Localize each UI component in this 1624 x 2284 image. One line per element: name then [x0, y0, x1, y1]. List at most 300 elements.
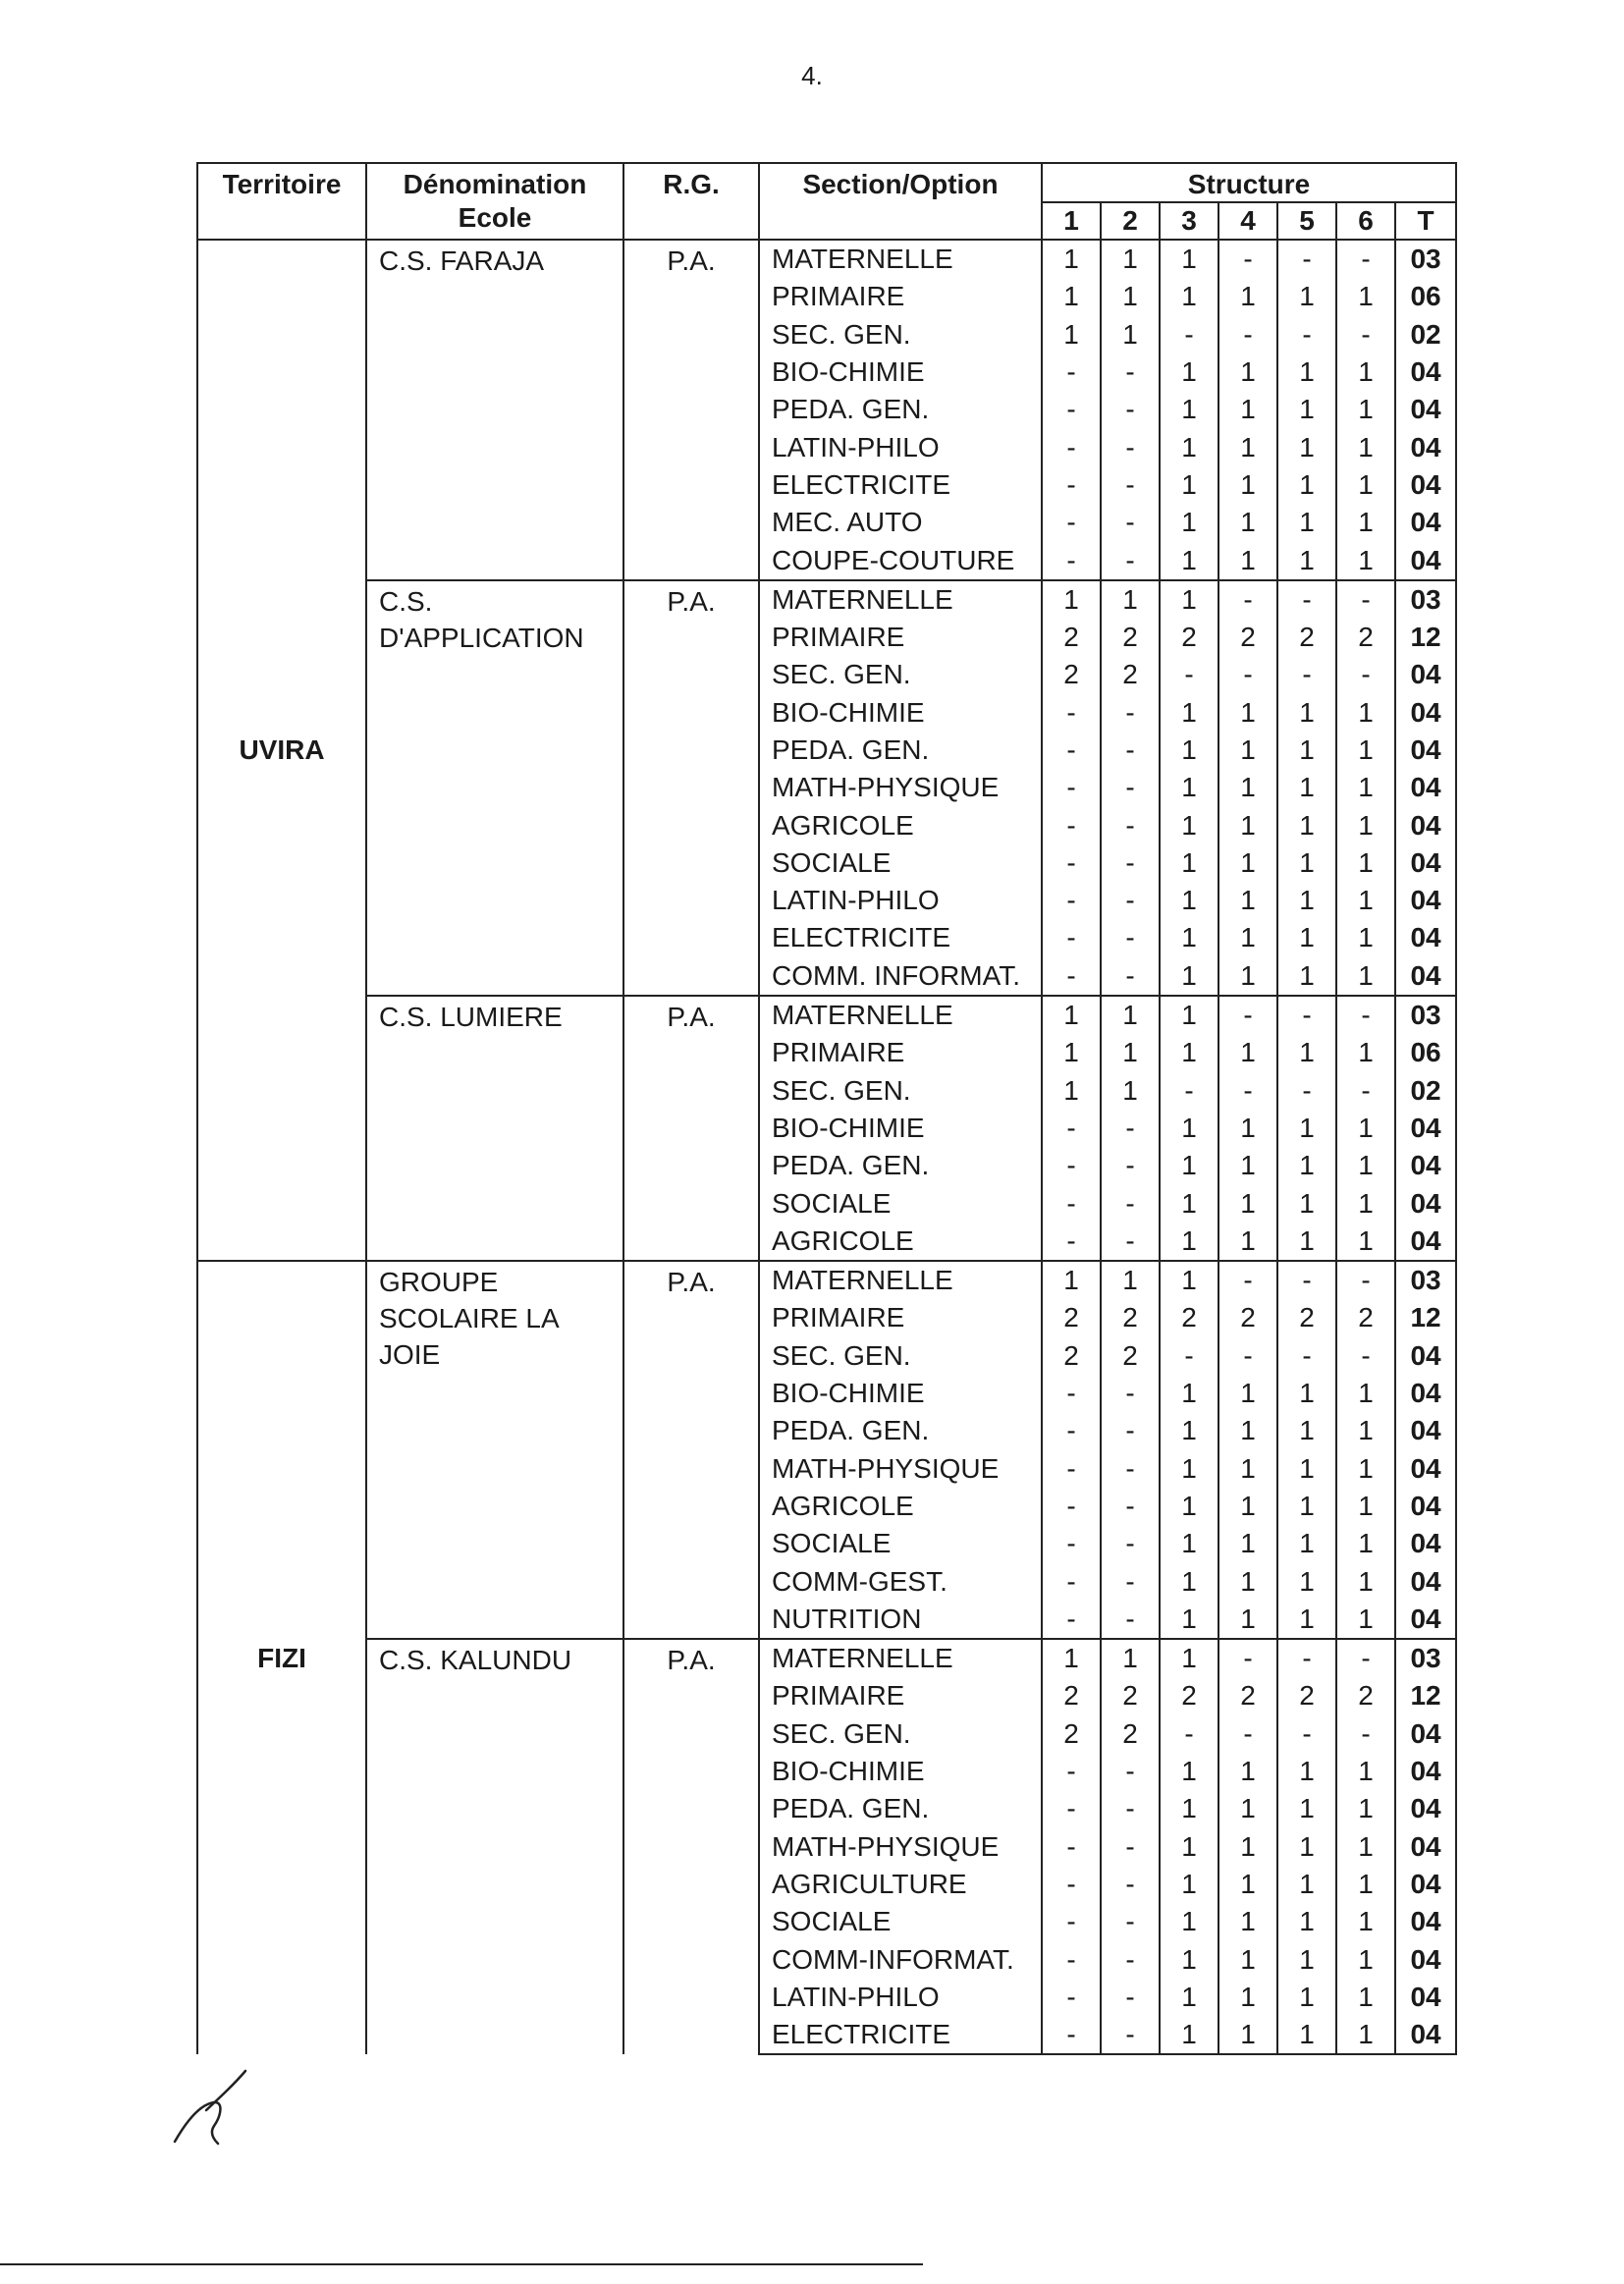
structure-cell-1: - — [1042, 504, 1101, 541]
structure-cell-1: - — [1042, 1940, 1101, 1978]
structure-total-cell: 04 — [1395, 1488, 1456, 1525]
structure-cell-3: 1 — [1160, 1639, 1218, 1677]
section-option-cell: ELECTRICITE — [759, 2016, 1042, 2054]
structure-cell-3: - — [1160, 316, 1218, 353]
structure-total-cell: 04 — [1395, 1337, 1456, 1375]
structure-cell-2: - — [1101, 1601, 1160, 1639]
structure-cell-6: 1 — [1336, 1940, 1395, 1978]
structure-cell-1: - — [1042, 1147, 1101, 1184]
structure-cell-2: - — [1101, 957, 1160, 996]
section-option-cell: ELECTRICITE — [759, 919, 1042, 956]
structure-cell-2: - — [1101, 391, 1160, 428]
structure-cell-3: 1 — [1160, 353, 1218, 391]
structure-cell-1: - — [1042, 957, 1101, 996]
structure-cell-1: - — [1042, 769, 1101, 806]
structure-cell-5: 1 — [1277, 919, 1336, 956]
structure-cell-3: 1 — [1160, 504, 1218, 541]
structure-cell-6: - — [1336, 1072, 1395, 1110]
structure-cell-1: - — [1042, 1223, 1101, 1261]
structure-cell-6: 1 — [1336, 353, 1395, 391]
section-option-cell: PRIMAIRE — [759, 1299, 1042, 1336]
structure-cell-5: 1 — [1277, 1412, 1336, 1449]
structure-cell-1: - — [1042, 732, 1101, 769]
structure-cell-4: 1 — [1218, 1110, 1277, 1147]
section-option-cell: AGRICOLE — [759, 806, 1042, 843]
structure-cell-4: 1 — [1218, 466, 1277, 504]
structure-cell-1: 1 — [1042, 278, 1101, 315]
structure-cell-3: 1 — [1160, 1488, 1218, 1525]
structure-total-cell: 03 — [1395, 1639, 1456, 1677]
section-option-cell: PEDA. GEN. — [759, 1790, 1042, 1827]
section-option-cell: COMM-INFORMAT. — [759, 1940, 1042, 1978]
structure-cell-2: 2 — [1101, 1715, 1160, 1753]
structure-total-cell: 04 — [1395, 541, 1456, 579]
structure-cell-1: - — [1042, 1110, 1101, 1147]
structure-cell-3: 1 — [1160, 1866, 1218, 1903]
structure-cell-5: 1 — [1277, 541, 1336, 579]
structure-total-cell: 12 — [1395, 1677, 1456, 1714]
structure-cell-1: - — [1042, 1525, 1101, 1562]
structure-cell-4: 1 — [1218, 1034, 1277, 1071]
structure-cell-5: 1 — [1277, 1034, 1336, 1071]
structure-cell-2: - — [1101, 882, 1160, 919]
structure-cell-4: 1 — [1218, 1412, 1277, 1449]
structure-cell-3: 1 — [1160, 1110, 1218, 1147]
structure-cell-6: 1 — [1336, 504, 1395, 541]
structure-cell-5: 1 — [1277, 1110, 1336, 1147]
structure-cell-1: 1 — [1042, 1034, 1101, 1071]
structure-cell-1: - — [1042, 1412, 1101, 1449]
section-option-cell: PRIMAIRE — [759, 619, 1042, 656]
structure-cell-3: 1 — [1160, 580, 1218, 619]
structure-cell-5: 1 — [1277, 1450, 1336, 1488]
structure-cell-3: 1 — [1160, 957, 1218, 996]
structure-cell-2: - — [1101, 1223, 1160, 1261]
structure-cell-5: 1 — [1277, 353, 1336, 391]
structure-cell-5: - — [1277, 1337, 1336, 1375]
structure-cell-2: - — [1101, 1412, 1160, 1449]
structure-cell-3: 1 — [1160, 1790, 1218, 1827]
structure-cell-6: 1 — [1336, 957, 1395, 996]
table-header — [197, 163, 1456, 240]
structure-cell-1: 2 — [1042, 1677, 1101, 1714]
structure-cell-6: 1 — [1336, 1827, 1395, 1865]
structure-cell-6: 1 — [1336, 1450, 1395, 1488]
structure-cell-6: 2 — [1336, 1677, 1395, 1714]
rg-cell: P.A. — [623, 1261, 759, 1639]
structure-cell-5: 1 — [1277, 1866, 1336, 1903]
structure-cell-6: - — [1336, 656, 1395, 693]
structure-cell-3: 2 — [1160, 619, 1218, 656]
structure-cell-4: - — [1218, 1715, 1277, 1753]
structure-total-cell: 04 — [1395, 806, 1456, 843]
structure-total-cell: 04 — [1395, 1715, 1456, 1753]
section-option-cell: AGRICULTURE — [759, 1866, 1042, 1903]
structure-cell-3: 1 — [1160, 541, 1218, 579]
structure-cell-3: 1 — [1160, 2016, 1218, 2054]
section-option-cell: PRIMAIRE — [759, 1034, 1042, 1071]
footer-rule — [0, 2263, 923, 2265]
structure-cell-6: - — [1336, 1337, 1395, 1375]
structure-cell-1: 2 — [1042, 656, 1101, 693]
structure-cell-2: 1 — [1101, 278, 1160, 315]
structure-cell-5: 1 — [1277, 844, 1336, 882]
structure-cell-4: 1 — [1218, 504, 1277, 541]
structure-cell-5: 1 — [1277, 1827, 1336, 1865]
structure-total-cell: 02 — [1395, 1072, 1456, 1110]
structure-cell-4: 1 — [1218, 1147, 1277, 1184]
structure-cell-4: 1 — [1218, 1375, 1277, 1412]
structure-total-cell: 04 — [1395, 957, 1456, 996]
structure-cell-2: - — [1101, 541, 1160, 579]
structure-cell-4: 1 — [1218, 278, 1277, 315]
structure-cell-5: 1 — [1277, 1562, 1336, 1600]
structure-cell-5: 1 — [1277, 694, 1336, 732]
structure-cell-6: - — [1336, 1715, 1395, 1753]
structure-cell-1: - — [1042, 353, 1101, 391]
structure-cell-5: 1 — [1277, 466, 1336, 504]
structure-cell-6: 1 — [1336, 1375, 1395, 1412]
table-row — [197, 1261, 1456, 1299]
schools-structure-table — [196, 162, 1457, 2055]
structure-cell-6: 1 — [1336, 278, 1395, 315]
school-name-cell: C.S. KALUNDU — [366, 1639, 623, 2054]
header-territoire: Territoire — [197, 163, 366, 240]
structure-cell-2: - — [1101, 1488, 1160, 1525]
structure-cell-6: 1 — [1336, 391, 1395, 428]
structure-cell-5: 1 — [1277, 1940, 1336, 1978]
structure-total-cell: 03 — [1395, 240, 1456, 278]
structure-cell-6: 1 — [1336, 1223, 1395, 1261]
structure-cell-4: 1 — [1218, 769, 1277, 806]
structure-total-cell: 03 — [1395, 1261, 1456, 1299]
structure-cell-4: 1 — [1218, 1223, 1277, 1261]
structure-cell-3: 1 — [1160, 466, 1218, 504]
structure-cell-4: 1 — [1218, 1184, 1277, 1222]
structure-cell-1: - — [1042, 391, 1101, 428]
structure-total-cell: 04 — [1395, 391, 1456, 428]
structure-cell-2: - — [1101, 1450, 1160, 1488]
structure-cell-4: 1 — [1218, 1488, 1277, 1525]
structure-cell-6: 1 — [1336, 694, 1395, 732]
section-option-cell: MEC. AUTO — [759, 504, 1042, 541]
structure-cell-5: 1 — [1277, 1601, 1336, 1639]
structure-total-cell: 04 — [1395, 732, 1456, 769]
structure-cell-2: - — [1101, 732, 1160, 769]
section-option-cell: PEDA. GEN. — [759, 1147, 1042, 1184]
structure-cell-5: 1 — [1277, 1488, 1336, 1525]
structure-cell-4: - — [1218, 1072, 1277, 1110]
structure-cell-1: - — [1042, 428, 1101, 465]
structure-cell-2: - — [1101, 694, 1160, 732]
structure-cell-5: 1 — [1277, 1184, 1336, 1222]
header-col-total: T — [1395, 202, 1456, 240]
structure-total-cell: 04 — [1395, 1223, 1456, 1261]
structure-total-cell: 03 — [1395, 996, 1456, 1034]
header-col-1: 1 — [1042, 202, 1101, 240]
header-section: Section/Option — [759, 163, 1042, 240]
structure-cell-5: 1 — [1277, 278, 1336, 315]
rg-cell: P.A. — [623, 240, 759, 580]
structure-cell-4: 1 — [1218, 2016, 1277, 2054]
section-option-cell: BIO-CHIMIE — [759, 1753, 1042, 1790]
structure-cell-2: 2 — [1101, 656, 1160, 693]
structure-total-cell: 04 — [1395, 1979, 1456, 2016]
structure-cell-4: 1 — [1218, 1940, 1277, 1978]
section-option-cell: SEC. GEN. — [759, 656, 1042, 693]
structure-cell-1: 2 — [1042, 1715, 1101, 1753]
structure-cell-6: - — [1336, 1261, 1395, 1299]
table-row — [197, 996, 1456, 1034]
structure-cell-2: 2 — [1101, 1337, 1160, 1375]
section-option-cell: COUPE-COUTURE — [759, 541, 1042, 579]
structure-total-cell: 12 — [1395, 619, 1456, 656]
section-option-cell: MATH-PHYSIQUE — [759, 769, 1042, 806]
structure-cell-6: 1 — [1336, 1412, 1395, 1449]
table-body — [197, 240, 1456, 2054]
structure-cell-5: 2 — [1277, 1677, 1336, 1714]
header-denomination: Dénomination Ecole — [366, 163, 623, 240]
structure-cell-5: 2 — [1277, 619, 1336, 656]
structure-cell-3: - — [1160, 1337, 1218, 1375]
structure-cell-5: - — [1277, 316, 1336, 353]
structure-cell-6: 1 — [1336, 882, 1395, 919]
structure-cell-6: 1 — [1336, 1753, 1395, 1790]
structure-cell-2: - — [1101, 353, 1160, 391]
structure-cell-2: - — [1101, 504, 1160, 541]
structure-cell-3: - — [1160, 1715, 1218, 1753]
structure-total-cell: 06 — [1395, 278, 1456, 315]
structure-cell-1: - — [1042, 1903, 1101, 1940]
structure-cell-5: - — [1277, 656, 1336, 693]
structure-cell-2: - — [1101, 1979, 1160, 2016]
structure-total-cell: 04 — [1395, 1790, 1456, 1827]
structure-cell-6: 1 — [1336, 428, 1395, 465]
structure-cell-4: 1 — [1218, 1866, 1277, 1903]
structure-cell-2: 1 — [1101, 1261, 1160, 1299]
section-option-cell: SOCIALE — [759, 1184, 1042, 1222]
structure-cell-5: - — [1277, 240, 1336, 278]
structure-total-cell: 04 — [1395, 919, 1456, 956]
structure-cell-1: - — [1042, 844, 1101, 882]
structure-cell-2: 1 — [1101, 996, 1160, 1034]
structure-cell-3: 1 — [1160, 1562, 1218, 1600]
structure-cell-1: - — [1042, 1827, 1101, 1865]
structure-cell-4: 1 — [1218, 1979, 1277, 2016]
structure-cell-1: 1 — [1042, 580, 1101, 619]
structure-cell-3: 2 — [1160, 1299, 1218, 1336]
structure-cell-1: 1 — [1042, 1072, 1101, 1110]
section-option-cell: PEDA. GEN. — [759, 391, 1042, 428]
section-option-cell: SEC. GEN. — [759, 316, 1042, 353]
structure-cell-5: 1 — [1277, 806, 1336, 843]
structure-cell-4: 1 — [1218, 541, 1277, 579]
structure-cell-2: - — [1101, 806, 1160, 843]
structure-cell-3: 1 — [1160, 278, 1218, 315]
section-option-cell: MATH-PHYSIQUE — [759, 1827, 1042, 1865]
structure-cell-4: - — [1218, 996, 1277, 1034]
structure-total-cell: 12 — [1395, 1299, 1456, 1336]
table-row — [197, 1639, 1456, 1677]
territoire-cell: UVIRA — [197, 240, 366, 1261]
structure-cell-1: - — [1042, 541, 1101, 579]
structure-cell-5: - — [1277, 1639, 1336, 1677]
structure-cell-5: 1 — [1277, 1375, 1336, 1412]
structure-cell-1: - — [1042, 2016, 1101, 2054]
structure-cell-3: - — [1160, 656, 1218, 693]
school-name-cell: C.S. FARAJA — [366, 240, 623, 580]
structure-cell-6: 1 — [1336, 1110, 1395, 1147]
structure-cell-5: 2 — [1277, 1299, 1336, 1336]
structure-cell-3: 1 — [1160, 844, 1218, 882]
structure-total-cell: 04 — [1395, 2016, 1456, 2054]
structure-cell-6: 1 — [1336, 1488, 1395, 1525]
structure-cell-3: 1 — [1160, 882, 1218, 919]
structure-cell-1: - — [1042, 1562, 1101, 1600]
structure-cell-1: - — [1042, 694, 1101, 732]
structure-cell-5: - — [1277, 580, 1336, 619]
rg-cell: P.A. — [623, 1639, 759, 2054]
structure-cell-5: - — [1277, 996, 1336, 1034]
structure-total-cell: 04 — [1395, 504, 1456, 541]
structure-cell-6: 1 — [1336, 919, 1395, 956]
structure-cell-5: - — [1277, 1715, 1336, 1753]
section-option-cell: PRIMAIRE — [759, 278, 1042, 315]
structure-cell-6: 2 — [1336, 619, 1395, 656]
structure-cell-5: 1 — [1277, 732, 1336, 769]
header-col-3: 3 — [1160, 202, 1218, 240]
structure-cell-1: 1 — [1042, 240, 1101, 278]
section-option-cell: BIO-CHIMIE — [759, 694, 1042, 732]
structure-cell-2: - — [1101, 1375, 1160, 1412]
structure-cell-4: - — [1218, 316, 1277, 353]
structure-cell-3: 1 — [1160, 1375, 1218, 1412]
structure-cell-2: - — [1101, 1184, 1160, 1222]
structure-cell-4: 1 — [1218, 428, 1277, 465]
structure-cell-1: - — [1042, 1979, 1101, 2016]
structure-cell-5: 1 — [1277, 1753, 1336, 1790]
school-name-cell: GROUPE SCOLAIRE LA JOIE — [366, 1261, 623, 1639]
structure-cell-1: 1 — [1042, 996, 1101, 1034]
structure-total-cell: 02 — [1395, 316, 1456, 353]
structure-cell-5: 1 — [1277, 1790, 1336, 1827]
section-option-cell: PRIMAIRE — [759, 1677, 1042, 1714]
structure-cell-6: 1 — [1336, 1562, 1395, 1600]
structure-cell-3: 1 — [1160, 1450, 1218, 1488]
signature — [167, 2067, 255, 2146]
structure-cell-3: - — [1160, 1072, 1218, 1110]
structure-total-cell: 04 — [1395, 1375, 1456, 1412]
structure-total-cell: 06 — [1395, 1034, 1456, 1071]
structure-cell-4: 2 — [1218, 619, 1277, 656]
structure-total-cell: 04 — [1395, 1525, 1456, 1562]
structure-cell-2: - — [1101, 1147, 1160, 1184]
structure-cell-3: 1 — [1160, 694, 1218, 732]
structure-cell-4: 1 — [1218, 1562, 1277, 1600]
structure-cell-3: 1 — [1160, 1940, 1218, 1978]
structure-cell-1: - — [1042, 882, 1101, 919]
structure-cell-2: 1 — [1101, 1034, 1160, 1071]
structure-total-cell: 04 — [1395, 769, 1456, 806]
structure-cell-3: 1 — [1160, 428, 1218, 465]
structure-cell-1: 2 — [1042, 1299, 1101, 1336]
structure-total-cell: 04 — [1395, 1562, 1456, 1600]
structure-cell-6: - — [1336, 1639, 1395, 1677]
structure-cell-1: 1 — [1042, 1639, 1101, 1677]
section-option-cell: AGRICOLE — [759, 1488, 1042, 1525]
section-option-cell: PEDA. GEN. — [759, 1412, 1042, 1449]
structure-cell-1: 1 — [1042, 1261, 1101, 1299]
structure-cell-1: - — [1042, 466, 1101, 504]
structure-cell-3: 1 — [1160, 996, 1218, 1034]
structure-cell-2: - — [1101, 1903, 1160, 1940]
header-col-4: 4 — [1218, 202, 1277, 240]
structure-cell-5: - — [1277, 1072, 1336, 1110]
structure-cell-4: - — [1218, 1337, 1277, 1375]
structure-cell-4: 1 — [1218, 1525, 1277, 1562]
structure-cell-6: 1 — [1336, 466, 1395, 504]
structure-cell-2: - — [1101, 1866, 1160, 1903]
structure-cell-2: 1 — [1101, 316, 1160, 353]
structure-cell-6: 1 — [1336, 1979, 1395, 2016]
structure-cell-2: - — [1101, 1753, 1160, 1790]
structure-cell-6: 1 — [1336, 2016, 1395, 2054]
section-option-cell: MATERNELLE — [759, 1261, 1042, 1299]
structure-total-cell: 04 — [1395, 656, 1456, 693]
structure-total-cell: 04 — [1395, 844, 1456, 882]
section-option-cell: AGRICOLE — [759, 1223, 1042, 1261]
structure-cell-4: 1 — [1218, 353, 1277, 391]
structure-total-cell: 04 — [1395, 1450, 1456, 1488]
structure-cell-1: - — [1042, 1866, 1101, 1903]
section-option-cell: MATERNELLE — [759, 580, 1042, 619]
structure-cell-2: 1 — [1101, 1639, 1160, 1677]
section-option-cell: BIO-CHIMIE — [759, 353, 1042, 391]
structure-cell-3: 1 — [1160, 769, 1218, 806]
structure-total-cell: 04 — [1395, 1827, 1456, 1865]
structure-cell-6: 1 — [1336, 1147, 1395, 1184]
section-option-cell: BIO-CHIMIE — [759, 1110, 1042, 1147]
structure-cell-2: - — [1101, 769, 1160, 806]
structure-cell-2: 1 — [1101, 580, 1160, 619]
structure-cell-4: 1 — [1218, 1450, 1277, 1488]
structure-cell-2: - — [1101, 1827, 1160, 1865]
structure-cell-4: 1 — [1218, 1601, 1277, 1639]
section-option-cell: LATIN-PHILO — [759, 1979, 1042, 2016]
structure-cell-5: - — [1277, 1261, 1336, 1299]
structure-cell-2: - — [1101, 1790, 1160, 1827]
structure-cell-4: - — [1218, 580, 1277, 619]
section-option-cell: NUTRITION — [759, 1601, 1042, 1639]
structure-cell-3: 1 — [1160, 1903, 1218, 1940]
structure-cell-3: 1 — [1160, 919, 1218, 956]
section-option-cell: COMM-GEST. — [759, 1562, 1042, 1600]
structure-cell-6: 1 — [1336, 1601, 1395, 1639]
school-name-cell: C.S. D'APPLICATION — [366, 580, 623, 996]
structure-cell-4: 1 — [1218, 882, 1277, 919]
structure-cell-4: - — [1218, 656, 1277, 693]
structure-cell-1: 2 — [1042, 1337, 1101, 1375]
header-col-5: 5 — [1277, 202, 1336, 240]
structure-cell-3: 1 — [1160, 1601, 1218, 1639]
structure-cell-4: 1 — [1218, 1790, 1277, 1827]
structure-total-cell: 04 — [1395, 1110, 1456, 1147]
structure-cell-6: 1 — [1336, 1790, 1395, 1827]
structure-total-cell: 04 — [1395, 466, 1456, 504]
structure-cell-2: - — [1101, 2016, 1160, 2054]
structure-cell-3: 1 — [1160, 1034, 1218, 1071]
structure-cell-4: 1 — [1218, 844, 1277, 882]
